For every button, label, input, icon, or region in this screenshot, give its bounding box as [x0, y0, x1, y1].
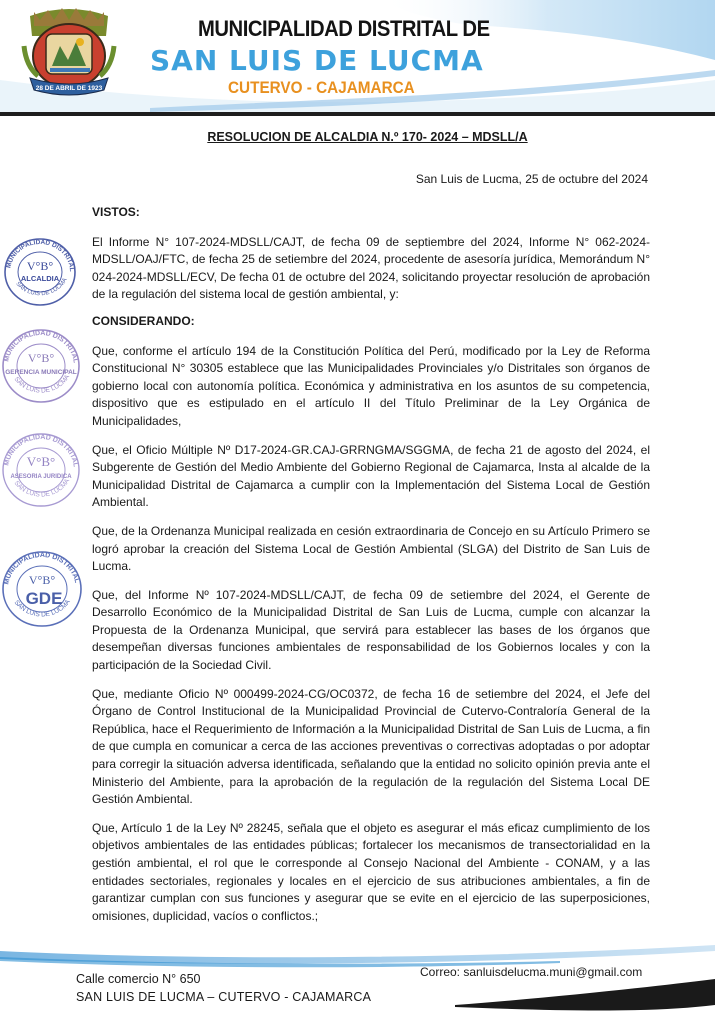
- vistos-heading: VISTOS:: [92, 205, 140, 219]
- letterhead: [0, 0, 715, 118]
- stamp-alcaldia-label: ALCALDIA: [20, 274, 60, 283]
- footer-address-line2: SAN LUIS DE LUCMA – CUTERVO - CAJAMARCA: [76, 990, 372, 1004]
- stamp-asesoria-ring: MUNICIPALIDAD DISTRITAL: [3, 433, 79, 468]
- header-title-line1: MUNICIPALIDAD DISTRITAL DE: [198, 16, 490, 41]
- stamp-gde-ring-bottom: SAN LUIS DE LUCMA: [12, 598, 72, 619]
- stamp-alcaldia-ring: MUNICIPALIDAD DISTRITAL: [5, 238, 76, 272]
- stamp-gerencia-ring: MUNICIPALIDAD DISTRITAL: [3, 329, 79, 364]
- stamp-alcaldia-vobo: V°B°: [26, 259, 54, 273]
- stamp-gerencia: [0, 326, 82, 406]
- stamp-alcaldia: [2, 236, 78, 308]
- place-date: San Luis de Lucma, 25 de octubre del 2024: [415, 172, 648, 186]
- stamp-gerencia-vobo: V°B°: [27, 351, 55, 365]
- crest-date-text: 28 DE ABRIL DE 1923: [35, 85, 103, 92]
- resolution-title-wrap: [0, 130, 715, 144]
- stamp-gde-label: GDE: [25, 589, 63, 608]
- stamp-alcaldia-ring-bottom: SAN LUIS DE LUCMA: [14, 277, 69, 298]
- stamp-gerencia-label: GERENCIA MUNICIPAL: [5, 369, 77, 376]
- stamp-asesoria-juridica: [0, 430, 82, 510]
- vistos-paragraph: El Informe N° 107-2024-MDSLL/CAJT, de fecha 09 de septiembre del 2024, Informe N° 062-2024-MDSLL/OAJ/FTC, de fecha 25 de setiembre del 2024, procedente de asesoría jurídica, Memorándum N° 024-2024-MDSLL/ECV, De fecha 01 de octubre del 2024, solicitando proyectar resolución de aprobación de la regulación del sistema local de gestión ambiental, y:: [92, 234, 650, 302]
- stamp-gde: [0, 548, 84, 630]
- resolution-title: RESOLUCION DE ALCALDIA N.º 170- 2024 – MDSLL/A: [207, 130, 528, 144]
- header-title-line2: SAN LUIS DE LUCMA: [150, 44, 484, 77]
- considerando-paragraph-4: Que, del Informe Nº 107-2024-MDSLL/CAJT, de fecha 09 de setiembre del 2024, el Gerente de Desarrollo Económico de la Municipalidad Distrital de San Luis de Lucma, cumple con alcanzar la Propuesta de la Ordenanza Municipal, que servirá para establecer las bases de los órganos que desempeñan diversas funciones ambientales de responsabilidad de los Gobiernos locales y con la participación de la Sociedad Civil.: [92, 587, 650, 673]
- stamp-gerencia-ring-bottom: SAN LUIS DE LUCMA: [12, 373, 72, 395]
- footer-address-line1: Calle comercio N° 650: [76, 972, 201, 986]
- resolution-body: [92, 204, 650, 936]
- header-title-line3: CUTERVO - CAJAMARCA: [228, 78, 415, 97]
- stamp-asesoria-ring-bottom: SAN LUIS DE LUCMA: [12, 477, 72, 499]
- stamp-asesoria-vobo: V°B°: [26, 454, 56, 469]
- considerando-paragraph-5: Que, mediante Oficio Nº 000499-2024-CG/OC0372, de fecha 16 de setiembre del 2024, el Jefe del Órgano de Control Institucional de la Municipalidad Provincial de Cutervo-Contraloría General de la República, hace el Requerimiento de Información a la Municipalidad Distrital de San Luis de Lucma, a fin de que cumpla en comunicar a cerca de las acciones preventivas o correctivas adoptadas o por adoptar para corregir la situación adversa identificada, señalando que la entidad no solicito opinión previa ante el Ministerio del Ambiente, para la aprobación de la regulación de la regulación del Sistema Local DE Gestión Ambiental.: [92, 686, 650, 807]
- header-divider: [0, 112, 715, 116]
- considerando-paragraph-2: Que, el Oficio Múltiple Nº D17-2024-GR.CAJ-GRRNGMA/SGGMA, de fecha 21 de agosto del 2024, el Subgerente de Gestión del Medio Ambiente del Gobierno Regional de Cajamarca, Insta al alcalde de la Municipalidad Distrital de Cajamarca a cumplir con la Implementación del Sistema Local de Gestión Ambiental.: [92, 442, 650, 510]
- considerando-paragraph-6: Que, Artículo 1 de la Ley Nº 28245, señala que el objeto es asegurar el más eficaz cumplimiento de los objetivos ambientales de las entidades públicas; fortalecer los mecanismos de transectorialidad en la gestión ambiental, el rol que le corresponde al Consejo Nacional del Ambiente - CONAM, y a las entidades sectoriales, regionales y locales en el ejercicio de sus atribuciones ambientales, a fin de garantizar cumplan con sus funciones y asegurar que se evite en el ejercicio de las superposiciones, omisiones, duplicidad, vacíos o conflictos.;: [92, 820, 650, 923]
- considerando-paragraph-1: Que, conforme el artículo 194 de la Constitución Política del Perú, modificado por la Ley de Reforma Constitucional N° 30305 establece que las Municipalidades Provinciales y/o Distritales son órganos de gobierno local con autonomía política. Económica y administrativa en los asuntos de su competencia, dispositivo que es estipulado en el artículo II del Título Preliminar de la Ley Orgánica de Municipalidades,: [92, 343, 650, 428]
- stamp-gde-vobo: V°B°: [28, 573, 56, 587]
- considerando-paragraph-3: Que, de la Ordenanza Municipal realizada en cesión extraordinaria de Concejo en su Artículo Primero se logró aprobar la creación del Sistema Local de Gestión Ambiental (SLGA) del Distrito de San Luis de Lucma.: [92, 523, 650, 574]
- municipal-crest-logo: [20, 6, 118, 96]
- footer-email: Correo: sanluisdelucma.muni@gmail.com: [420, 965, 643, 979]
- stamp-asesoria-label: ASESORIA JURIDICA: [10, 474, 72, 480]
- stamp-gde-ring: MUNICIPALIDAD DISTRITAL: [3, 551, 81, 586]
- considerando-heading: CONSIDERANDO:: [92, 313, 195, 328]
